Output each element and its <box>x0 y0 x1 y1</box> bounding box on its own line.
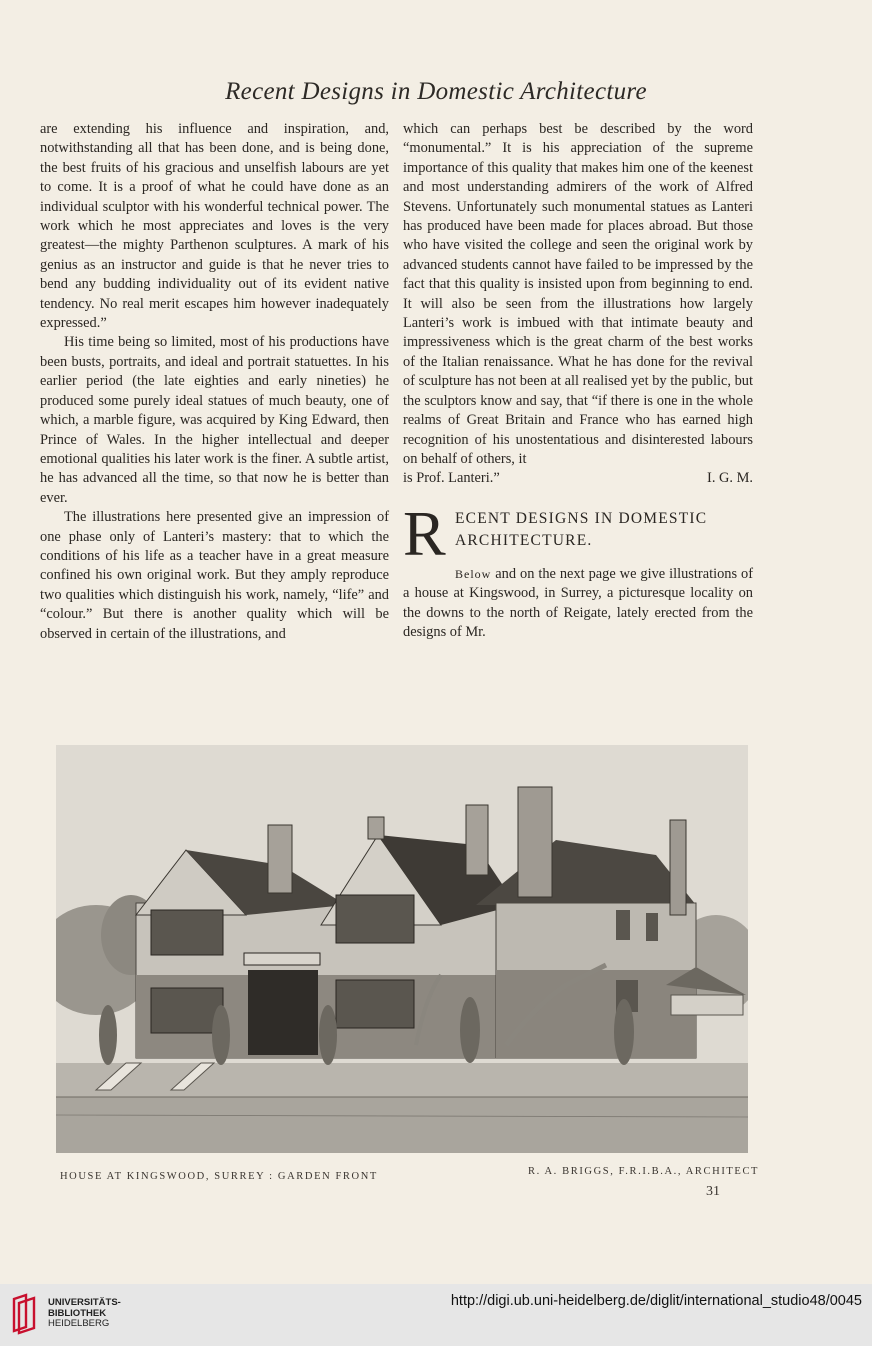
right-paragraph-2 <box>403 565 753 643</box>
plate-caption-right: R. A. BRIGGS, F.R.I.B.A., ARCHITECT <box>528 1166 760 1177</box>
drop-cap: R <box>403 497 446 569</box>
running-title: Recent Designs in Domestic Architecture <box>225 78 647 105</box>
author-initials: I. G. M. <box>707 470 753 487</box>
house-illustration <box>56 745 748 1153</box>
heading-line-2: ARCHITECTURE. <box>455 531 593 549</box>
left-paragraph-1: are extending his influence and inspiration, and, notwithstanding all that has been done, and is being done, the best fruits of his gracious and unselfish labours are yet to come. It is a proof of what he could have done as an individual sculptor with his wonderful technical power. The work which he most appreciates and loves is the very greatest—the mighty Parthenon sculptures. A mark of his genius as an instructor and guide is that he never tries to bend any budding individuality out of its evident native tendency. No real merit escapes him however inadequately expressed.” <box>40 121 389 332</box>
source-url-link[interactable]: http://digi.ub.uni-heidelberg.de/diglit/international_studio48/0045 <box>450 1293 862 1309</box>
house-drawing <box>56 745 748 1153</box>
left-text-column <box>40 120 389 644</box>
signature-line <box>403 469 753 488</box>
small-caps-lead: Below <box>455 566 492 581</box>
left-paragraph-3: The illustrations here presented give an impression of one phase only of Lanteri’s mastery: that to which the conditions of his life as a teacher have in a great measure confined his own original work. But they amply reproduce two qualities which distinguish his work, namely, “life” and “colour.” But there is another quality which will be observed in certain of the illustrations, and <box>40 509 389 642</box>
section-heading <box>403 497 753 569</box>
right-paragraph-1-end: is Prof. Lanteri.” <box>403 470 500 487</box>
right-paragraph-1: which can perhaps best be described by the word “monumental.” It is his appreciation of the supreme importance of this quality that makes him one of the keenest and most understanding admirers of the work of Alfred Stevens. Unfortunately such monumental statues as Lanteri has produced have been made for places abroad. But those who have visited the college and seen the original work by advanced students cannot have failed to be impressed by the fact that this quality is insisted upon from beginning to end. It will also be seen from the illustrations how largely Lanteri’s work is imbued with that intimate beauty and impressiveness which is the great charm of the best works of the Italian renaissance. What he has done for the revival of sculpture has not been at all realised yet by the public, but the sculptors know and say, that “if there is one in the whole realms of Great Britain and France who has earned high recognition of his unostentatious and disinterested labours on behalf of others, it <box>403 121 753 467</box>
left-paragraph-2: His time being so limited, most of his productions have been busts, portraits, and ideal and portrait statuettes. In his earlier period (the late eighties and early nineties) he produced some purely ideal statues of much beauty, one of which, a marble figure, was acquired by King Edward, then Prince of Wales. In the higher intellectual and deeper emotional qualities his later work is the finer. A subtle artist, he has advanced all the time, so that now he is better than ever. <box>40 334 389 506</box>
logo-line-1: UNIVERSITÄTS- <box>48 1297 121 1308</box>
page-number: 31 <box>706 1184 720 1199</box>
plate-caption-left: HOUSE AT KINGSWOOD, SURREY : GARDEN FRONT <box>60 1171 378 1182</box>
library-logo-icon <box>10 1293 40 1335</box>
logo-line-2: BIBLIOTHEK <box>48 1307 107 1319</box>
library-logo-text[interactable] <box>48 1298 121 1330</box>
heading-line-1: ECENT DESIGNS IN DOMESTIC <box>455 509 708 527</box>
right-text-column <box>403 120 753 642</box>
right-paragraph-2-text: and on the next page we give illustrations of a house at Kingswood, in Surrey, a picturesque locality on the downs to the north of Reigate, lately erected from the designs of Mr. <box>403 565 753 640</box>
logo-line-3: HEIDELBERG <box>48 1318 110 1329</box>
